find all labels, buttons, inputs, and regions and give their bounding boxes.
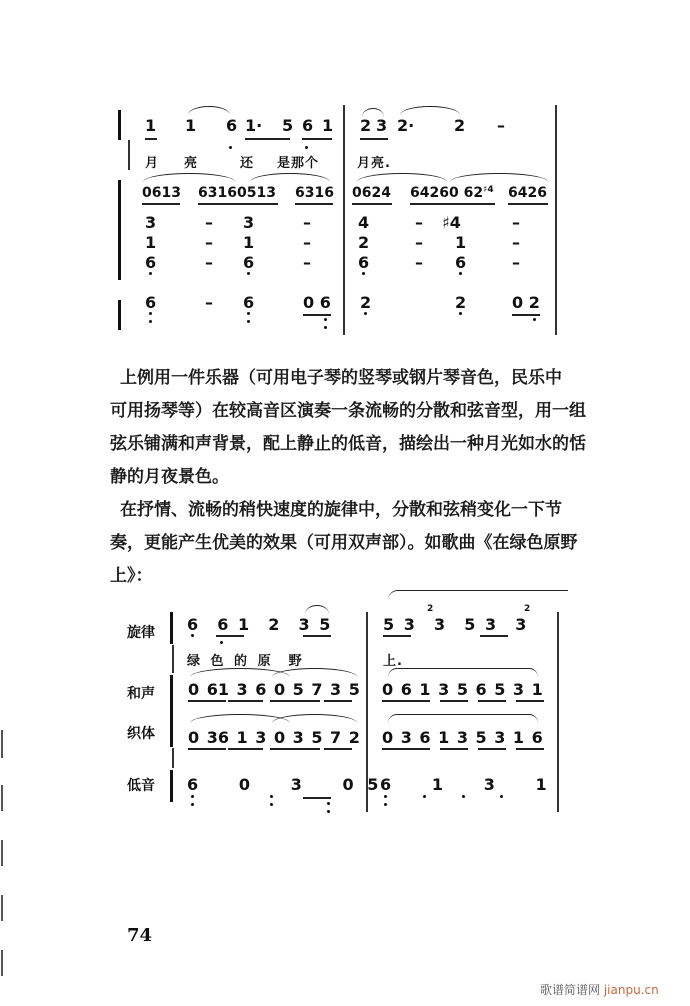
sustain-dash: – [512, 253, 520, 272]
harmony-line: 0 36 1 3 0 3 5 7 2 [188, 728, 360, 747]
arpeggio-group: 6316 [295, 185, 334, 201]
melody-note: 6 [226, 116, 238, 135]
bass-line: 6 0 3 0 5 [187, 775, 379, 794]
melody-note: 5 [282, 116, 294, 135]
underline [512, 314, 540, 316]
octave-dot [327, 802, 330, 805]
paragraph-line: 上》： [110, 566, 153, 586]
grace-note: 2 [427, 604, 434, 614]
octave-dot [305, 146, 308, 149]
chord-note: 2 [358, 233, 370, 252]
paragraph-line: 静的月夜景色。 [110, 467, 229, 487]
double-underline [352, 203, 392, 205]
barline-end [557, 612, 559, 812]
octave-dot [229, 146, 232, 149]
octave-dot [364, 312, 367, 315]
part-label-texture: 织体 [127, 726, 155, 742]
underline [303, 314, 331, 316]
octave-dot [324, 318, 327, 321]
scan-edge-mark [1, 730, 3, 758]
chord-note: 3 [145, 213, 157, 232]
octave-dot [384, 803, 387, 806]
octave-dot [362, 272, 365, 275]
chord-note: 1 [145, 233, 157, 252]
system-brace-melody [170, 612, 173, 644]
octave-dot [533, 318, 536, 321]
bass-note: 2 [455, 293, 467, 312]
melody-note: 6 [302, 116, 314, 135]
lyric: 亮 [184, 156, 199, 171]
underline [516, 748, 544, 750]
octave-dot [191, 634, 194, 637]
melody-note: 1· [245, 116, 263, 135]
page-number: 74 [127, 925, 153, 946]
slur-arc [388, 714, 538, 723]
underline [440, 748, 468, 750]
octave-dot [149, 312, 152, 315]
melody-note: 3 [376, 116, 388, 135]
paragraph-line: 在抒情、流畅的稍快速度的旋律中，分散和弦稍变化一下节 [120, 500, 562, 520]
octave-dot [423, 795, 426, 798]
system-brace-bass [170, 770, 173, 802]
melody-line: 6 6 1 2 3 5 [187, 615, 331, 634]
chord-note: 3 [243, 213, 255, 232]
underline [188, 748, 226, 750]
watermark [540, 981, 659, 998]
tie-arc [188, 106, 230, 115]
slur-arc [272, 668, 357, 677]
underline [270, 748, 320, 750]
underline [480, 635, 508, 637]
sustain-dash: – [205, 253, 213, 272]
scan-edge-mark [1, 895, 3, 921]
accidental: ♯4 [483, 185, 494, 195]
melody-note: 2· [397, 116, 415, 135]
double-underline [142, 203, 180, 205]
underline [382, 700, 430, 702]
underline [360, 138, 388, 140]
paragraph-line: 弦乐铺满和声背景，配上静止的低音，描绘出一种月光如水的恬 [110, 434, 586, 454]
octave-dot [149, 272, 152, 275]
melody-note: 2 [454, 116, 466, 135]
sustain-dash: – [303, 253, 311, 272]
octave-dot [327, 810, 330, 813]
underline [478, 748, 506, 750]
chord-note: 1 [243, 233, 255, 252]
underline [324, 748, 352, 750]
sustain-dash: – [205, 213, 213, 232]
bass-note: 2 [360, 293, 372, 312]
slur-arc [143, 173, 235, 182]
tie-arc [362, 108, 384, 117]
lyric: 是那个 [277, 156, 320, 171]
slur-arc [250, 173, 330, 182]
arpeggio-group: 6426 [508, 185, 547, 201]
system-brace-bass [118, 300, 121, 330]
tie-arc [305, 605, 329, 614]
underline [303, 635, 331, 637]
melody-note: 1 [322, 116, 334, 135]
part-label-melody: 旋律 [127, 625, 155, 641]
system-line [172, 645, 174, 673]
double-underline [410, 203, 495, 205]
underline [302, 138, 332, 140]
slur-arc [450, 173, 548, 182]
lyric-line: 上. [383, 654, 403, 669]
bass-note: 0 2 [512, 293, 540, 312]
arpeggio-group: 64260 62 [410, 185, 484, 201]
sustain-dash: – [415, 233, 423, 252]
underline [516, 700, 544, 702]
octave-dot [270, 795, 273, 798]
paragraph-line: 上例用一件乐器（可用电子琴的竖琴或钢片琴音色，民乐中 [120, 368, 562, 388]
paragraph-line: 可用扬琴等）在较高音区演奏一条流畅的分散和弦音型，用一组 [110, 401, 586, 421]
slur-arc [272, 714, 357, 723]
slur-arc [357, 173, 447, 182]
melody-note: 1 [185, 116, 197, 135]
system-line [172, 748, 174, 768]
melody-note: 1 [145, 116, 157, 135]
chord-note: ♯4 [442, 213, 461, 232]
octave-dot [149, 320, 152, 323]
barline [343, 105, 345, 335]
arpeggio-group: 0613 [142, 185, 181, 201]
underline [270, 700, 320, 702]
scan-edge-mark [1, 840, 3, 866]
chord-note: 6 [455, 253, 467, 272]
octave-dot [191, 803, 194, 806]
slur-arc [388, 668, 538, 677]
sustain-dash: – [512, 213, 520, 232]
melody-line: 5 3 3 5 3 3 [383, 615, 527, 634]
double-underline [295, 203, 333, 205]
harmony-line: 0 3 6 1 3 5 3 1 6 [382, 728, 543, 747]
sustain-dash: – [303, 233, 311, 252]
octave-dot [247, 272, 250, 275]
lyric: 月 [145, 156, 160, 171]
watermark-url: jianpu.cn [603, 983, 659, 997]
lyric: 还 [240, 156, 255, 171]
underline [228, 748, 263, 750]
phrase-arc [388, 590, 568, 601]
octave-dot [247, 312, 250, 315]
watermark-text: 歌谱简谱网 [540, 983, 601, 997]
chord-note: 1 [455, 233, 467, 252]
system-line [128, 140, 130, 170]
bass-note: 6 [145, 293, 157, 312]
underline [188, 700, 226, 702]
underline [383, 635, 411, 637]
underline [303, 797, 331, 799]
chord-note: 6 [243, 253, 255, 272]
bass-note: 0 6 [303, 293, 331, 312]
sustain-dash: – [512, 233, 520, 252]
arpeggio-group: 0624 [352, 185, 391, 201]
grace-note: 2 [524, 604, 531, 614]
melody-note: – [497, 116, 505, 135]
underline [382, 748, 430, 750]
bass-note: 6 [243, 293, 255, 312]
underline [440, 700, 468, 702]
part-label-harmony: 和声 [127, 686, 155, 702]
lyric-line: 绿 色 的 原 野 [187, 654, 305, 669]
chord-note: 6 [145, 253, 157, 272]
sustain-dash: – [205, 233, 213, 252]
harmony-line: 0 6 1 3 5 6 5 3 1 [382, 680, 543, 699]
underline [324, 700, 352, 702]
double-underline [508, 203, 548, 205]
sustain-dash: – [205, 293, 213, 312]
underline [228, 700, 263, 702]
chord-note: 4 [358, 213, 370, 232]
octave-dot [247, 320, 250, 323]
arpeggio-group: 63160513 [198, 185, 276, 201]
octave-dot [191, 795, 194, 798]
octave-dot [324, 326, 327, 329]
bass-line: 6 1 3 1 [380, 775, 547, 794]
sustain-dash: – [415, 253, 423, 272]
underline [216, 635, 244, 637]
underline [245, 138, 290, 140]
octave-dot [462, 795, 465, 798]
octave-dot [270, 803, 273, 806]
octave-dot [459, 272, 462, 275]
harmony-line: 0 61 3 6 0 5 7 3 5 [188, 680, 360, 699]
part-label-bass: 低音 [127, 778, 155, 794]
system-brace-harmony [170, 675, 173, 747]
underline [145, 138, 157, 140]
lyric: 月亮. [357, 156, 391, 171]
underline [478, 700, 506, 702]
body-text [110, 362, 670, 593]
sustain-dash: – [415, 213, 423, 232]
chord-note: 6 [358, 253, 370, 272]
double-underline [198, 203, 278, 205]
scan-edge-mark [1, 785, 3, 811]
octave-dot [500, 795, 503, 798]
system-brace-top [118, 110, 121, 140]
paragraph-line: 奏，更能产生优美的效果（可用双声部）。如歌曲《在绿色原野 [110, 533, 578, 553]
system-brace-middle [118, 180, 121, 280]
tie-arc [400, 106, 460, 115]
melody-note: 2 [360, 116, 372, 135]
octave-dot [220, 641, 223, 644]
octave-dot [459, 312, 462, 315]
octave-dot [384, 795, 387, 798]
barline-end [555, 105, 557, 335]
sustain-dash: – [303, 213, 311, 232]
scan-edge-mark [1, 950, 3, 976]
